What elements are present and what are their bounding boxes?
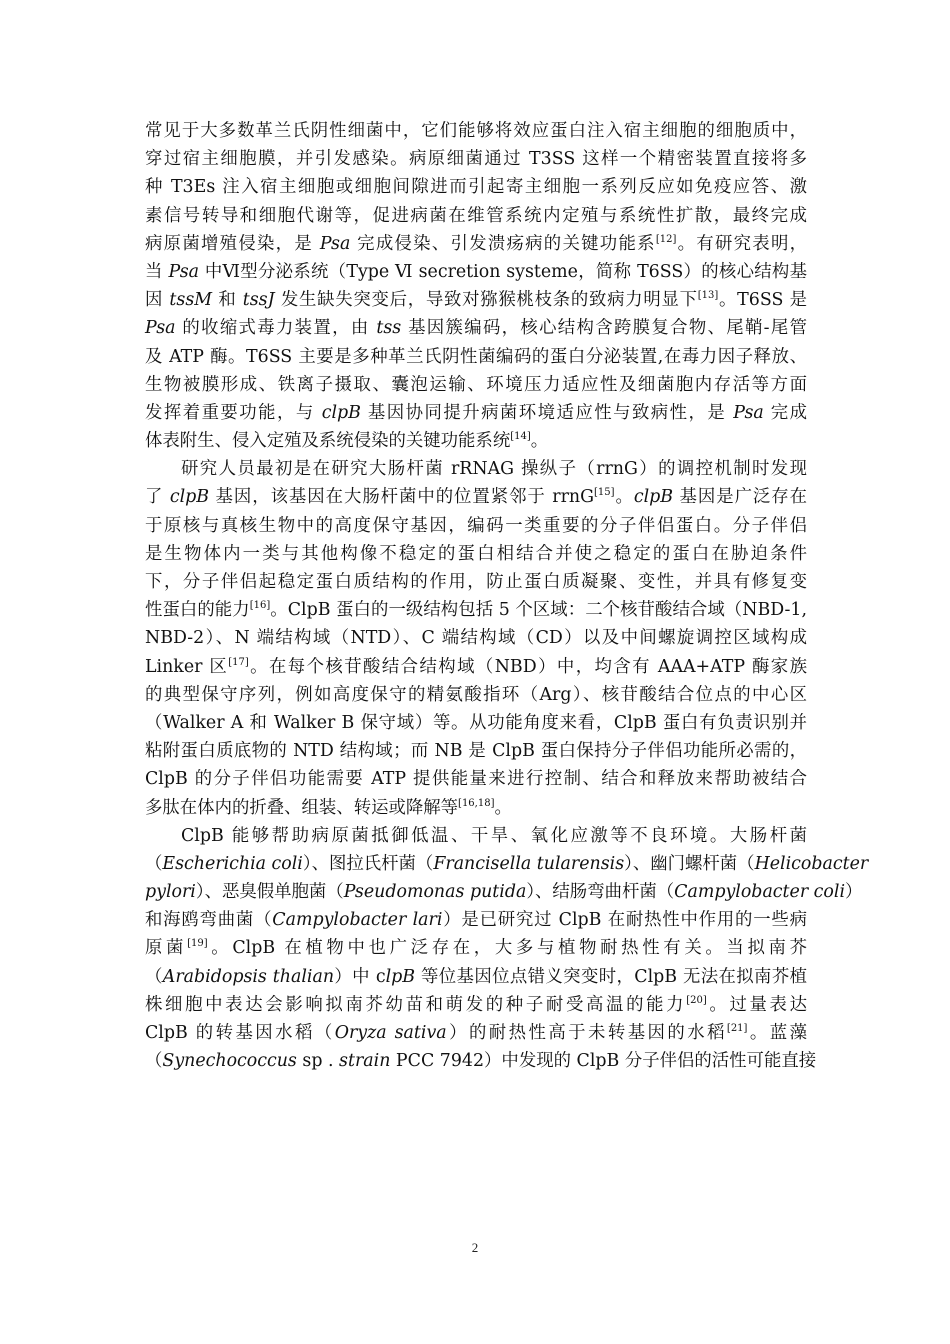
text-run: 完成	[763, 402, 808, 423]
text-line	[145, 878, 863, 906]
text-run: （	[145, 1051, 163, 1072]
text-run: 。蓝藻	[747, 1023, 807, 1043]
text-run: ）	[845, 882, 863, 903]
text-run: ClpB 的转基因水稻（	[145, 1023, 335, 1043]
text-run: 是生物体内一类与其他构像不稳定的蛋白相结合并使之稳定的蛋白在胁迫条件	[145, 543, 807, 564]
text-run: 。在每个核苷酸结合结构域（NBD）中，均含有 AAA+ATP 酶家族	[248, 656, 808, 677]
text-run: 的典型保守序列，例如高度保守的精氨酸指环（Arg）、核苷酸结合位点的中心区	[145, 684, 807, 705]
text-run: clpB	[169, 487, 210, 508]
citation-ref: [16]	[249, 600, 271, 612]
text-run: strain	[339, 1051, 391, 1072]
text-run: Synechococcus	[162, 1051, 297, 1072]
text-run: 基因，该基因在大肠杆菌中的位置紧邻于 rrnG	[209, 487, 594, 508]
text-line	[145, 314, 807, 342]
text-run: clpB	[633, 487, 674, 508]
text-run: 原菌	[145, 938, 188, 959]
text-run: 。	[530, 431, 549, 452]
text-run: PCC 7942）中发现的 ClpB 分子伴侣的活性可能直接	[390, 1051, 817, 1072]
citation-ref: [20]	[686, 994, 707, 1006]
citation-ref: [21]	[726, 1023, 748, 1034]
text-run: 发挥着重要功能，与	[145, 402, 322, 423]
text-run: ）的耐热性高于未转基因的水稻	[446, 1023, 727, 1043]
text-run: 粘附蛋白质底物的 NTD 结构域；而 NB 是 ClpB 蛋白保持分子伴侣功能所必需的，	[145, 741, 807, 762]
text-run: ）、恶臭假单胞菌（	[195, 882, 344, 903]
text-run: 基因簇编码，核心结构含跨膜复合物、尾鞘-尾管	[401, 318, 807, 339]
text-run: 基因是广泛存在	[673, 487, 807, 508]
text-run: ClpB 的分子伴侣功能需要 ATP 提供能量来进行控制、结合和释放来帮助被结合	[145, 769, 807, 790]
text-line	[145, 427, 807, 455]
text-run: （	[145, 966, 163, 987]
citation-ref: [15]	[593, 487, 615, 499]
page-number: 2	[471, 1240, 479, 1255]
text-run: 等位基因位点错义突变时，ClpB 无法在拟南芥植	[415, 966, 807, 987]
citation-ref: [16,18]	[458, 797, 495, 809]
text-run: 株细胞中表达会影响拟南芥幼苗和萌发的种子耐受高温的能力	[145, 994, 687, 1015]
citation-ref: [12]	[655, 233, 677, 245]
text-line	[145, 1047, 817, 1075]
text-run: Psa	[168, 261, 200, 282]
text-line	[145, 765, 807, 793]
text-line	[145, 1019, 807, 1047]
text-run: 下，分子伴侣起稳定蛋白质结构的作用，防止蛋白质凝聚、变性，并具有修复变	[145, 572, 807, 592]
text-run: ）是已研究过 ClpB 在耐热性中作用的一些病	[442, 910, 807, 931]
text-line	[145, 145, 807, 173]
text-line	[145, 540, 807, 568]
text-run: （Walker A 和 Walker B 保守域）等。从功能角度来看，ClpB 蛋白有负责识别并	[145, 712, 807, 733]
text-run: 当	[145, 261, 169, 282]
body-text	[145, 117, 869, 1075]
text-line	[145, 483, 807, 511]
text-run: Escherichia coli	[162, 853, 303, 874]
text-run: 。过量表达	[706, 994, 807, 1015]
text-line	[145, 286, 807, 314]
text-run: 。ClpB 蛋白的一级结构包括 5 个区域：二个核苷酸结合域（NBD-1,	[270, 600, 807, 621]
text-line	[145, 963, 807, 991]
paragraph	[145, 822, 869, 1076]
text-run: 种 T3Es 注入宿主细胞或细胞间隙进而引起寄主细胞一系列反应如免疫应答、激	[145, 177, 807, 198]
text-line	[145, 343, 807, 371]
text-run: Linker 区	[145, 656, 229, 677]
text-run: 多肽在体内的折叠、组装、转运或降解等	[145, 797, 459, 818]
text-run: 。	[494, 797, 512, 818]
text-run: 生物被膜形成、铁离子摄取、囊泡运输、环境压力适应性及细菌胞内存活等方面	[145, 374, 807, 395]
text-line	[145, 371, 807, 399]
text-line	[145, 568, 807, 596]
text-run: Helicobacter	[754, 853, 869, 874]
text-run: Psa	[145, 318, 176, 339]
text-line	[145, 653, 807, 681]
text-run: 病原菌增殖侵染，是	[145, 233, 320, 254]
text-line	[145, 230, 807, 258]
text-run: 完成侵染、引发溃疡病的关键功能系	[350, 233, 656, 254]
text-line	[145, 794, 807, 822]
text-run: 发生缺失突变后，导致对猕猴桃枝条的致病力明显下	[274, 290, 698, 311]
paragraph	[145, 117, 807, 455]
text-line	[145, 258, 807, 286]
text-line	[145, 399, 807, 427]
text-line	[145, 822, 807, 850]
text-run: ClpB 能够帮助病原菌抵御低温、干旱、氧化应激等不良环境。大肠杆菌	[181, 825, 807, 846]
text-line	[145, 934, 807, 962]
text-run: 。T6SS 是	[718, 290, 808, 311]
text-run: Psa	[319, 233, 351, 254]
text-line	[145, 117, 807, 145]
text-run: Pseudomonas putida	[343, 882, 527, 903]
text-line	[145, 850, 869, 878]
text-run: lpB	[385, 966, 416, 987]
text-run: ）中 c	[334, 966, 386, 987]
text-run: Arabidopsis thalian	[162, 966, 335, 987]
text-line	[145, 709, 807, 737]
text-run: NBD-2）、N 端结构域（NTD）、C 端结构域（CD）以及中间螺旋调控区域构成	[145, 628, 807, 649]
text-run: Psa	[733, 402, 764, 423]
text-run: 。ClpB 在植物中也广泛存在，大多与植物耐热性有关。当拟南芥	[207, 938, 807, 959]
citation-ref: [14]	[510, 431, 531, 443]
text-run: 研究人员最初是在研究大肠杆菌 rRNAG 操纵子（rrnG）的调控机制时发现	[181, 459, 807, 480]
text-run: 体表附生、侵入定殖及系统侵染的关键功能系统	[145, 431, 511, 452]
text-run: 因	[145, 290, 170, 311]
text-line	[145, 624, 807, 652]
text-line	[145, 681, 807, 709]
citation-ref: [13]	[697, 290, 719, 302]
text-run: 及 ATP 酶。T6SS 主要是多种革兰氏阴性菌编码的蛋白分泌装置,在毒力因子释放、	[145, 346, 807, 367]
text-run: Campylobacter coli	[674, 882, 846, 903]
text-run: tss	[376, 318, 402, 339]
text-line	[145, 906, 807, 934]
text-run: 基因协同提升病菌环境适应性与致病性，是	[360, 402, 734, 423]
text-run: 性蛋白的能力	[145, 600, 250, 621]
text-run: ）、结肠弯曲杆菌（	[526, 882, 675, 903]
citation-ref: [19]	[187, 938, 208, 950]
text-run: 常见于大多数革兰氏阴性细菌中，它们能够将效应蛋白注入宿主细胞的细胞质中，	[145, 121, 807, 141]
text-run: Campylobacter lari	[272, 910, 443, 931]
text-run: clpB	[321, 402, 361, 423]
text-run: ）、图拉氏杆菌（	[302, 853, 434, 874]
text-run: 中Ⅵ型分泌系统（Type Ⅵ secretion systeme，简称 T6SS）的核心结构基	[199, 261, 807, 282]
text-run: （	[145, 853, 163, 874]
text-line	[145, 202, 807, 230]
text-run: 和海鸥弯曲菌（	[145, 910, 273, 931]
text-run: pylori	[145, 882, 196, 903]
text-line	[145, 455, 807, 483]
text-run: 。有研究表明，	[676, 233, 808, 254]
text-run: tssM	[169, 290, 213, 311]
text-line	[145, 512, 807, 540]
text-run: 穿过宿主细胞膜，并引发感染。病原细菌通过 T3SS 这样一个精密装置直接将多	[145, 149, 807, 170]
text-run: Francisella tularensis	[433, 853, 625, 874]
text-line	[145, 173, 807, 201]
citation-ref: [17]	[228, 656, 249, 668]
text-run: 于原核与真核生物中的高度保守基因，编码一类重要的分子伴侣蛋白。分子伴侣	[145, 515, 807, 536]
text-run: sp .	[296, 1051, 340, 1072]
text-run: 了	[145, 487, 170, 508]
text-run: 。	[614, 487, 634, 508]
text-run: 的收缩式毒力装置，由	[175, 318, 377, 339]
text-line	[145, 596, 807, 624]
text-run: 素信号转导和细胞代谢等，促进病菌在维管系统内定殖与系统性扩散，最终完成	[145, 205, 807, 226]
text-line	[145, 737, 807, 765]
text-run: ）、幽门螺杆菌（	[624, 853, 755, 874]
text-line	[145, 991, 807, 1019]
text-run: tssJ	[242, 290, 275, 311]
text-run: 和	[212, 290, 243, 311]
text-run: Oryza sativa	[334, 1023, 447, 1043]
paragraph	[145, 455, 807, 821]
